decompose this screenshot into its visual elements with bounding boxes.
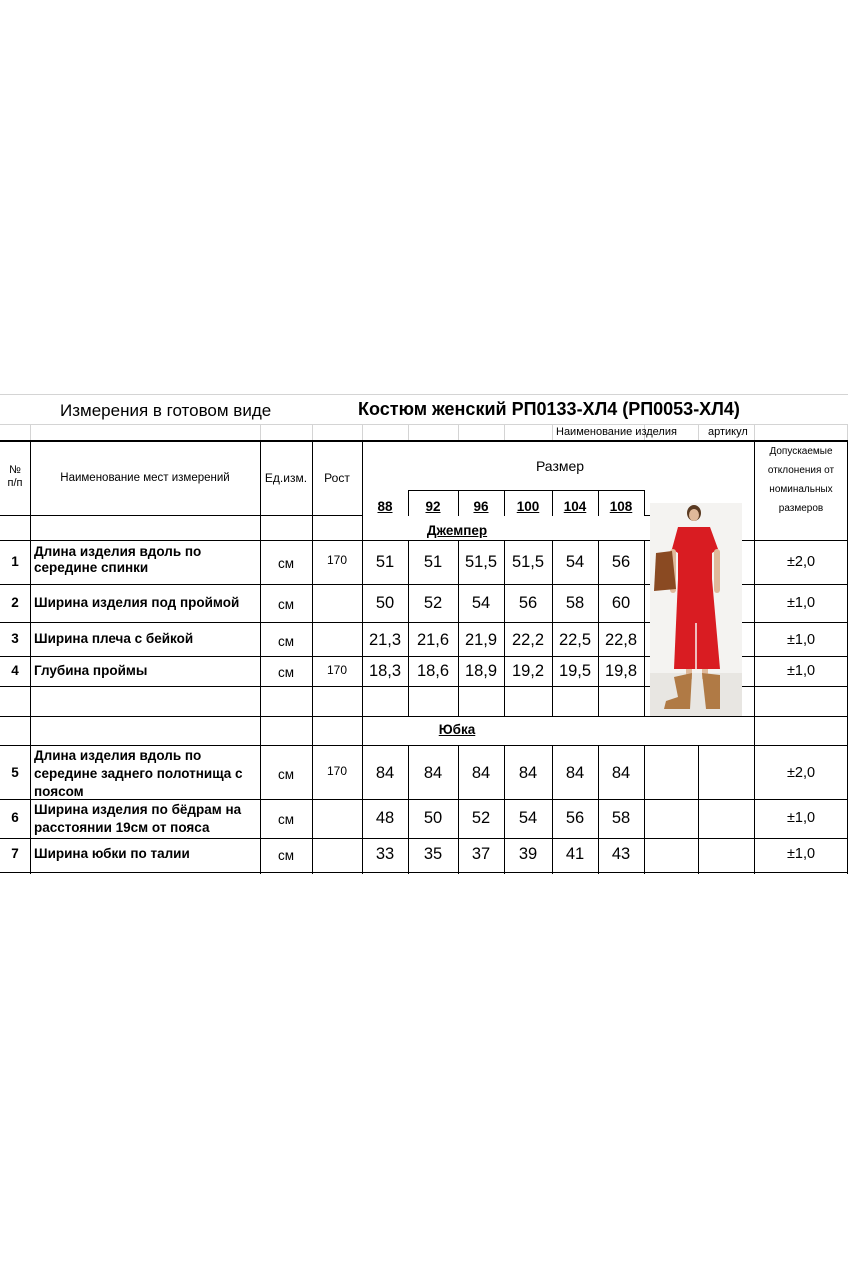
size-header-88: 88	[377, 499, 393, 514]
size-header-92: 92	[425, 499, 441, 514]
header-measure: Наименование мест измерений	[60, 472, 230, 484]
header-size: Размер	[535, 458, 585, 474]
right-arm	[714, 549, 720, 593]
product-title: Костюм женский РП0133-ХЛ4 (РП0053-ХЛ4)	[358, 399, 740, 419]
product-photo	[650, 503, 742, 716]
size-header-104: 104	[563, 499, 587, 514]
size-header-100: 100	[516, 499, 540, 514]
size-chart-sheet: Измерения в готовом виде Костюм женский РП0133-ХЛ4 (РП0053-ХЛ4) Наименование изделия артикул № п/п Наименование мест измерений Ед.изм. Рост Размер Допускаемые отклонения от номинальных размеров 88 92 96 100 104 108 Джемпер Юбка 1 Длина изделия вдоль по середине спинки см 170 51 51 51,5 51,5 54 56 ±2,0 2 Ширина изделия под проймой см 50 52 54 56 58 60 ±1,0 3 Ширина плеча с бейкой см 21,3 21,6 21,9 22,2 22,5 22,8 ±1,0 4 Глубина проймы см 170 18,3 18,6 18,9 19,2 19,5 19,8 ±1,0 5 Длина изделия вдоль по середине заднего полотнища с поясом см 170 84 84 84 84 84 84 ±2,0 6 Ширина изделия по бёдрам на расстоянии 19см от пояса см 48 50 52 54 56 58 ±1,0 7 Ширина юбки по талии см 33 35 37 39 41 43 ±1,0	[0, 394, 848, 874]
face	[689, 509, 699, 521]
article-label: артикул	[708, 426, 748, 438]
size-header-108: 108	[609, 499, 633, 514]
size-header-96: 96	[473, 499, 489, 514]
section-skirt: Юбка	[438, 722, 476, 737]
header-height: Рост	[324, 471, 350, 485]
sheet-title-left: Измерения в готовом виде	[60, 401, 272, 420]
section-jumper: Джемпер	[426, 523, 488, 538]
photo-floor	[650, 673, 742, 716]
skirt-shape	[674, 579, 720, 669]
header-unit: Ед.изм.	[264, 471, 308, 485]
product-name-label: Наименование изделия	[556, 426, 677, 438]
header-tolerance: Допускаемые отклонения от номинальных размеров	[767, 446, 835, 514]
jumper-shape	[672, 527, 718, 581]
header-num: № п/п	[7, 464, 23, 489]
